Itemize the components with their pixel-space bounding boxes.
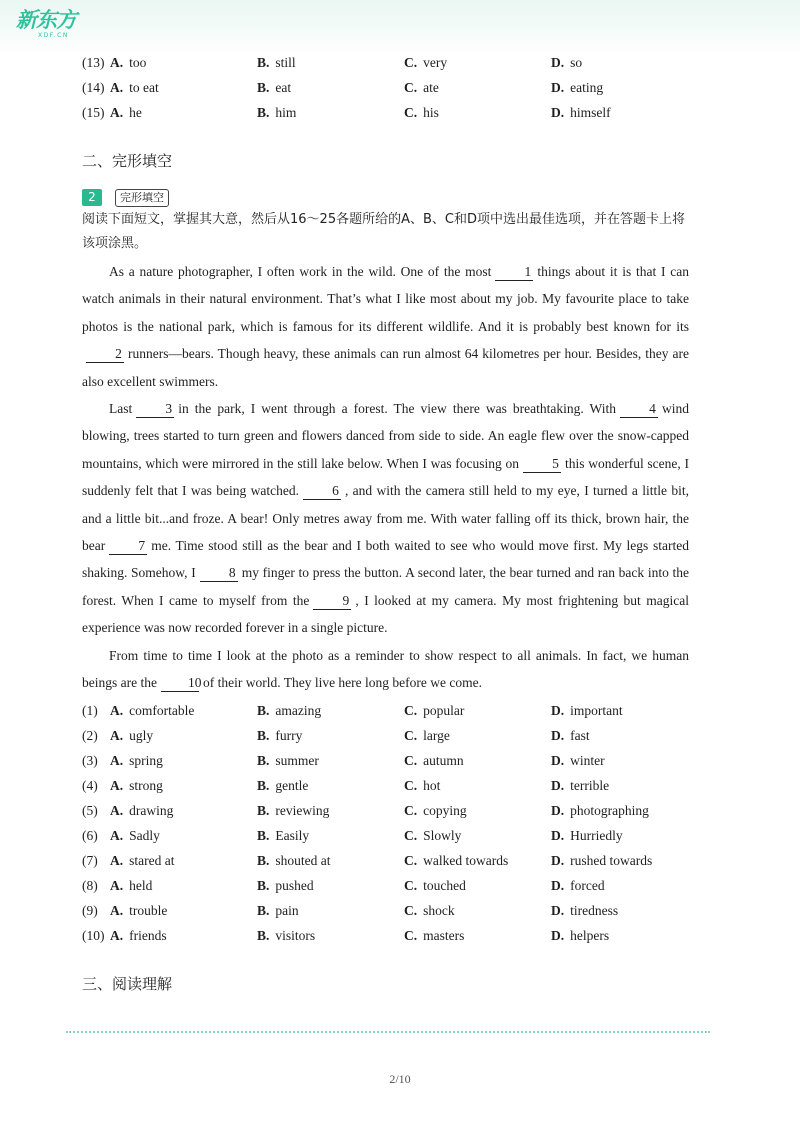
passage-paragraph-3: From time to time I look at the photo as a reminder to show respect to all animals. In fact, we human beings are the 10 of their world. They live here long before we come. <box>82 647 689 691</box>
option-row-15 <box>82 105 722 125</box>
option-a: A. too <box>110 55 147 70</box>
question-number: (8) <box>82 878 98 893</box>
option-c: C. masters <box>404 928 465 943</box>
option-d: D. Hurriedly <box>551 828 623 843</box>
option-a: A. comfortable <box>110 703 195 718</box>
option-b: B. Easily <box>257 828 310 843</box>
question-number: (7) <box>82 853 98 868</box>
option-c: C. touched <box>404 878 466 893</box>
question-number: (5) <box>82 803 98 818</box>
question-number-badge: 2 <box>82 189 102 206</box>
option-d: D. himself <box>551 105 611 120</box>
section-title-cloze: 二、完形填空 <box>82 152 173 170</box>
option-c: C. ate <box>404 80 439 95</box>
option-b: B. pushed <box>257 878 314 893</box>
question-number: (14) <box>82 80 105 95</box>
option-d: D. eating <box>551 80 604 95</box>
footer-divider <box>66 1031 710 1033</box>
option-b: B. gentle <box>257 778 309 793</box>
option-b: B. pain <box>257 903 299 918</box>
question-type-badge: 完形填空 <box>115 189 169 207</box>
option-b: B. reviewing <box>257 803 330 818</box>
brand-logo <box>16 8 76 39</box>
option-a: A. ugly <box>110 728 154 743</box>
option-d: D. photographing <box>551 803 649 818</box>
option-c: C. popular <box>404 703 465 718</box>
passage-paragraph-2: Last 3 in the park, I went through a forest. The view there was breathtaking. With 4 wind blowing, trees started to turn green and flowers danced from side to side. An eagle flew over the snow-capped mountains, which were mirrored in the still lake below. When I was focusing on 5 this wonderful scene, I suddenly felt that I was being watched. 6 , and with the camera still held to my eye, I turned a little bit, and a little bit...and froze. A bear! Only metres away from me. With water falling off its thick, brown hair, the bear 7 me. Time stood still as the bear and I both waited to see who would move first. My legs started shaking. Somehow, I 8 my finger to press the button. A second later, the bear turned and ran back into the forest. When I came to myself from the 9 , I looked at my camera. My most frightening but magical experience was now recorded forever in a single picture. <box>82 401 689 636</box>
blank-1: 1 <box>495 263 533 281</box>
option-c: C. hot <box>404 778 441 793</box>
option-c: C. copying <box>404 803 467 818</box>
option-d: D. rushed towards <box>551 853 653 868</box>
option-a: A. Sadly <box>110 828 160 843</box>
header-band <box>0 0 800 56</box>
option-b: B. visitors <box>257 928 316 943</box>
option-d: D. terrible <box>551 778 610 793</box>
option-row-2 <box>82 728 722 748</box>
section-title-reading: 三、阅读理解 <box>82 975 173 993</box>
option-row-14 <box>82 80 722 100</box>
option-c: C. shock <box>404 903 455 918</box>
option-b: B. still <box>257 55 296 70</box>
question-number: (1) <box>82 703 98 718</box>
option-b: B. furry <box>257 728 303 743</box>
option-b: B. him <box>257 105 297 120</box>
option-b: B. summer <box>257 753 319 768</box>
option-b: B. eat <box>257 80 292 95</box>
option-b: B. shouted at <box>257 853 331 868</box>
question-number: (13) <box>82 55 105 70</box>
option-row-10 <box>82 928 722 948</box>
option-a: A. friends <box>110 928 167 943</box>
option-c: C. large <box>404 728 450 743</box>
option-c: C. his <box>404 105 439 120</box>
blank-4: 4 <box>620 400 658 418</box>
option-a: A. to eat <box>110 80 159 95</box>
blank-2: 2 <box>86 345 124 363</box>
question-number: (2) <box>82 728 98 743</box>
blank-8: 8 <box>200 564 238 582</box>
question-number: (4) <box>82 778 98 793</box>
option-c: C. Slowly <box>404 828 462 843</box>
option-a: A. stared at <box>110 853 175 868</box>
option-d: D. forced <box>551 878 605 893</box>
option-row-8 <box>82 878 722 898</box>
option-c: C. walked towards <box>404 853 509 868</box>
option-d: D. tiredness <box>551 903 619 918</box>
option-row-5 <box>82 803 722 823</box>
passage-paragraph-1: As a nature photographer, I often work in the wild. One of the most 1 things about it is that I can watch animals in their natural environment. That’s what I like most about my job. My favourite place to take photos is the national park, which is famous for its different wildlife. And it is probably best known for its2 runners—bears. Though heavy, these animals can run almost 64 kilometres per hour. Besides, they are also excellent swimmers. <box>82 264 689 389</box>
option-d: D. helpers <box>551 928 610 943</box>
blank-9: 9 <box>313 592 351 610</box>
option-d: D. important <box>551 703 623 718</box>
blank-6: 6 <box>303 482 341 500</box>
question-number: (15) <box>82 105 105 120</box>
option-a: A. drawing <box>110 803 174 818</box>
option-c: C. autumn <box>404 753 464 768</box>
option-row-1 <box>82 703 722 723</box>
option-row-9 <box>82 903 722 923</box>
option-row-4 <box>82 778 722 798</box>
blank-3: 3 <box>136 400 174 418</box>
option-row-7 <box>82 853 722 873</box>
option-row-13 <box>82 55 722 75</box>
option-d: D. fast <box>551 728 590 743</box>
blank-7: 7 <box>109 537 147 555</box>
question-number: (6) <box>82 828 98 843</box>
brand-name-cn: 新东方 <box>16 8 76 32</box>
instructions: 阅读下面短文，掌握其大意，然后从16～25各题所给的A、B、C和D项中选出最佳选项，并在答题卡上将该项涂黑。 <box>82 212 685 251</box>
option-b: B. amazing <box>257 703 322 718</box>
blank-5: 5 <box>523 455 561 473</box>
question-number: (9) <box>82 903 98 918</box>
option-c: C. very <box>404 55 448 70</box>
cloze-passage <box>82 258 689 697</box>
option-a: A. strong <box>110 778 163 793</box>
question-number: (10) <box>82 928 105 943</box>
option-row-6 <box>82 828 722 848</box>
brand-name-en: XDF.CN <box>38 32 69 39</box>
blank-10: 10 <box>161 674 199 692</box>
page-number: 2/10 <box>389 1072 411 1086</box>
option-a: A. he <box>110 105 142 120</box>
option-a: A. held <box>110 878 153 893</box>
option-d: D. winter <box>551 753 605 768</box>
question-number: (3) <box>82 753 98 768</box>
option-d: D. so <box>551 55 583 70</box>
option-row-3 <box>82 753 722 773</box>
option-a: A. trouble <box>110 903 168 918</box>
option-a: A. spring <box>110 753 163 768</box>
